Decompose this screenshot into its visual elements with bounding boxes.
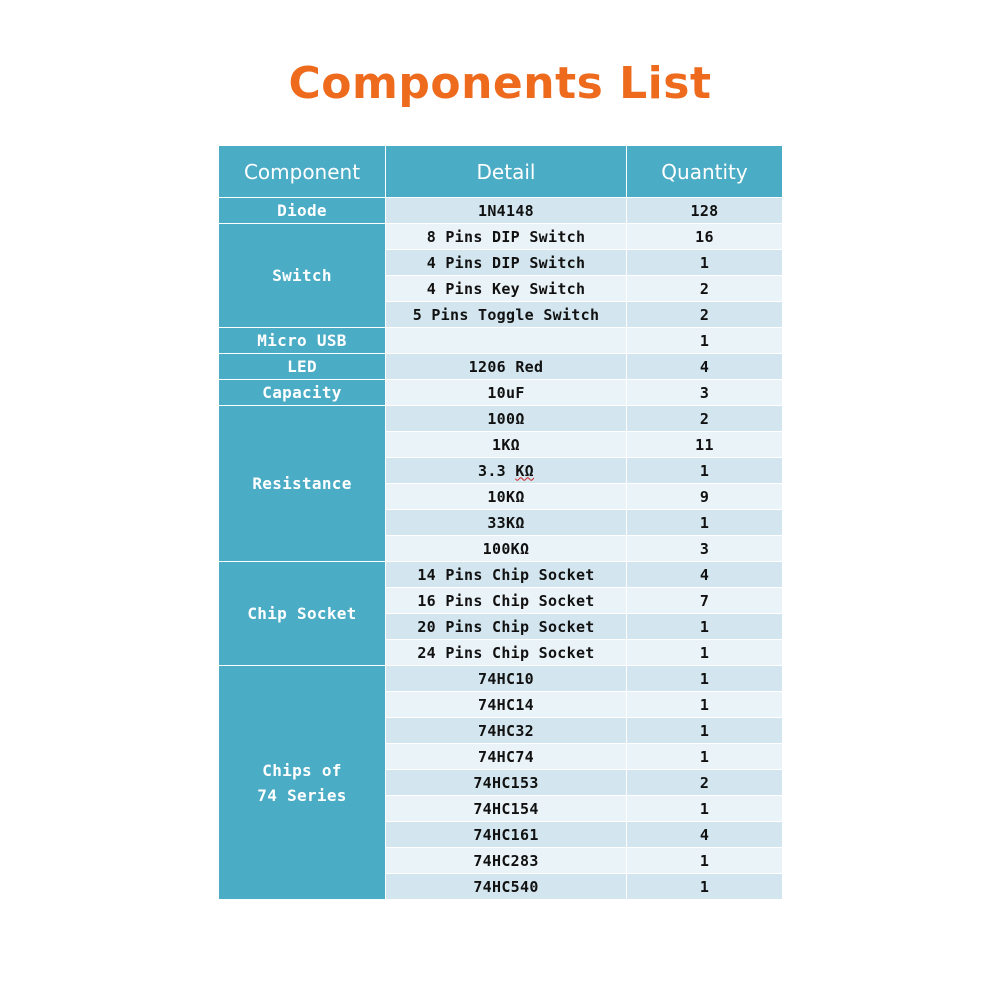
quantity-cell: 1	[627, 328, 783, 354]
quantity-cell: 1	[627, 666, 783, 692]
detail-cell: 74HC153	[386, 770, 627, 796]
quantity-cell: 2	[627, 302, 783, 328]
quantity-cell: 128	[627, 198, 783, 224]
quantity-cell: 9	[627, 484, 783, 510]
detail-cell: 14 Pins Chip Socket	[386, 562, 627, 588]
quantity-cell: 2	[627, 406, 783, 432]
component-cell: Chip Socket	[219, 562, 386, 666]
header-detail: Detail	[386, 146, 627, 198]
quantity-cell: 2	[627, 770, 783, 796]
table-row	[219, 328, 783, 354]
quantity-cell: 4	[627, 822, 783, 848]
detail-cell: 74HC283	[386, 848, 627, 874]
detail-cell: 1KΩ	[386, 432, 627, 458]
quantity-cell: 11	[627, 432, 783, 458]
detail-cell: 20 Pins Chip Socket	[386, 614, 627, 640]
detail-cell: 24 Pins Chip Socket	[386, 640, 627, 666]
detail-cell: 16 Pins Chip Socket	[386, 588, 627, 614]
quantity-cell: 1	[627, 640, 783, 666]
detail-cell: 100Ω	[386, 406, 627, 432]
quantity-cell: 7	[627, 588, 783, 614]
component-cell: Resistance	[219, 406, 386, 562]
detail-cell: 74HC154	[386, 796, 627, 822]
detail-cell: 1N4148	[386, 198, 627, 224]
quantity-cell: 1	[627, 874, 783, 900]
table-row	[219, 198, 783, 224]
quantity-cell: 3	[627, 380, 783, 406]
quantity-cell: 4	[627, 562, 783, 588]
quantity-cell: 1	[627, 718, 783, 744]
table-row	[219, 562, 783, 588]
detail-cell: 8 Pins DIP Switch	[386, 224, 627, 250]
spellcheck-underline: KΩ	[515, 461, 534, 480]
quantity-cell: 1	[627, 848, 783, 874]
quantity-cell: 1	[627, 744, 783, 770]
detail-cell: 100KΩ	[386, 536, 627, 562]
table-row	[219, 224, 783, 250]
quantity-cell: 1	[627, 510, 783, 536]
detail-cell: 74HC14	[386, 692, 627, 718]
table-row	[219, 666, 783, 692]
detail-cell: 74HC10	[386, 666, 627, 692]
quantity-cell: 1	[627, 692, 783, 718]
table-row	[219, 354, 783, 380]
detail-cell: 74HC74	[386, 744, 627, 770]
quantity-cell: 16	[627, 224, 783, 250]
detail-cell: 4 Pins Key Switch	[386, 276, 627, 302]
page-title: Components List	[288, 58, 712, 109]
detail-cell: 10uF	[386, 380, 627, 406]
table-row	[219, 380, 783, 406]
table-row	[219, 406, 783, 432]
component-cell: Micro USB	[219, 328, 386, 354]
component-cell: Switch	[219, 224, 386, 328]
detail-cell: 5 Pins Toggle Switch	[386, 302, 627, 328]
component-cell: Chips of 74 Series	[219, 666, 386, 900]
quantity-cell: 4	[627, 354, 783, 380]
header-quantity: Quantity	[627, 146, 783, 198]
detail-cell: 1206 Red	[386, 354, 627, 380]
detail-cell: 74HC32	[386, 718, 627, 744]
header-component: Component	[219, 146, 386, 198]
quantity-cell: 2	[627, 276, 783, 302]
component-cell: Capacity	[219, 380, 386, 406]
component-cell: Diode	[219, 198, 386, 224]
quantity-cell: 1	[627, 796, 783, 822]
detail-cell: 3.3 KΩ	[386, 458, 627, 484]
detail-cell: 10KΩ	[386, 484, 627, 510]
component-cell: LED	[219, 354, 386, 380]
quantity-cell: 1	[627, 458, 783, 484]
quantity-cell: 1	[627, 614, 783, 640]
table-body	[219, 198, 783, 900]
detail-cell: 74HC161	[386, 822, 627, 848]
table-header-row	[219, 146, 783, 198]
detail-cell: 74HC540	[386, 874, 627, 900]
quantity-cell: 1	[627, 250, 783, 276]
detail-cell	[386, 328, 627, 354]
detail-cell: 33KΩ	[386, 510, 627, 536]
components-table	[218, 145, 783, 900]
detail-cell: 4 Pins DIP Switch	[386, 250, 627, 276]
quantity-cell: 3	[627, 536, 783, 562]
